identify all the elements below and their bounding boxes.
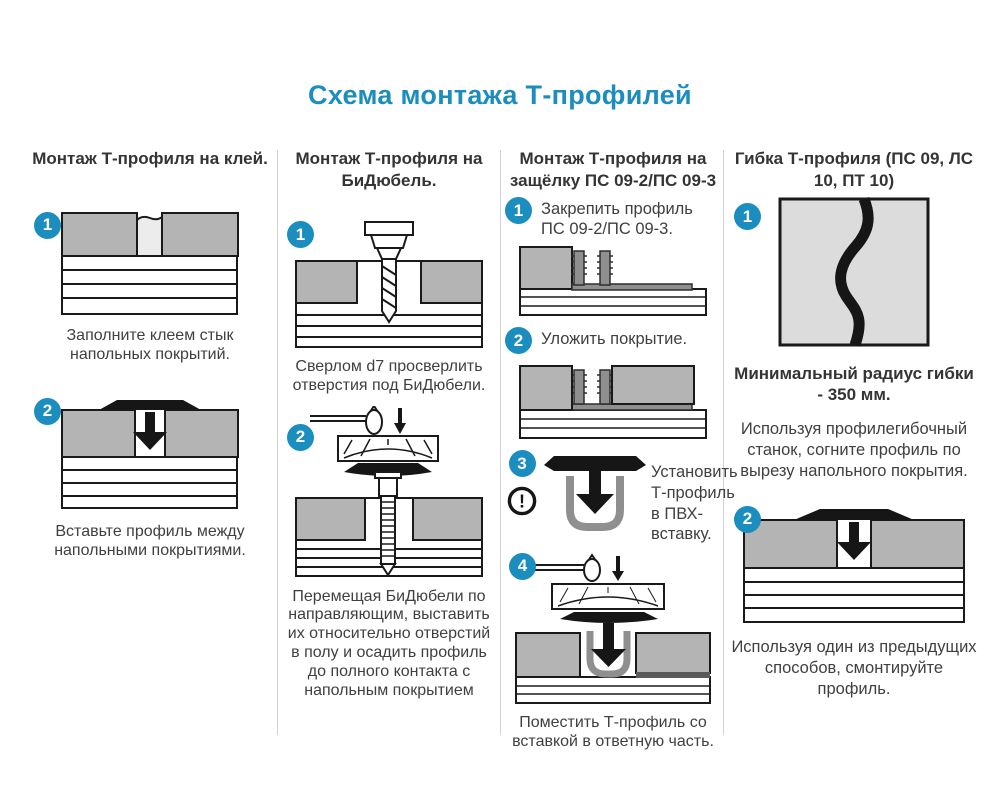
bidowel-step-1	[283, 221, 495, 395]
column-bend	[730, 148, 978, 700]
column-bend-header: Гибка Т-профиля (ПС 09, ЛС 10, ПТ 10)	[734, 149, 974, 190]
glue-fill	[137, 216, 162, 255]
glue-step-1	[30, 212, 270, 364]
column-divider	[500, 150, 501, 735]
step-caption: Уложить покрытие.	[541, 330, 688, 349]
tapping-block	[338, 436, 438, 461]
step-caption: Перемещая БиДюбели по направляющим, выставить их относительно отверстий в полу и осадить профиль до полного контакта с напольным покрытием	[287, 587, 491, 699]
min-radius-note: Минимальный радиус гибки - 350 мм.	[734, 364, 974, 405]
svg-text:!: !	[519, 491, 525, 512]
hammer-icon	[310, 406, 382, 434]
latch-covered-diagram	[513, 360, 713, 440]
step-caption: Установить Т-профиль в ПВХ-вставку.	[651, 463, 738, 544]
glue-step-2	[30, 398, 270, 560]
step-caption: Используя профилегибочный станок, согните профиль по вырезу напольного покрытия.	[740, 419, 968, 480]
step-caption: Сверлом d7 просверлить отверстия под БиДюбели.	[292, 358, 486, 395]
latch-step-3	[505, 450, 738, 545]
step-badge: 2	[505, 327, 532, 354]
step-badge: 4	[509, 553, 536, 580]
column-glue	[30, 148, 270, 560]
bend-step-1	[730, 197, 978, 482]
bidowel-hammer-diagram	[294, 406, 484, 578]
profile-pad	[560, 612, 658, 623]
step-badge: 3	[509, 450, 536, 477]
t-profile-cap	[99, 400, 201, 410]
latch-step-4	[505, 553, 721, 751]
warning-icon	[507, 486, 537, 516]
t-profile	[544, 456, 646, 514]
arrow-down-icon	[837, 522, 871, 560]
t-profile-cap	[794, 509, 914, 520]
profile-insert-wide-diagram	[742, 506, 966, 624]
latch-profile-diagram	[513, 245, 713, 317]
step-badge: 2	[734, 506, 761, 533]
pvc-insert-diagram	[543, 450, 647, 540]
tapping-block	[552, 584, 664, 609]
bidowel-step-2	[283, 406, 495, 701]
step-badge: 1	[734, 203, 761, 230]
bend-step-2	[730, 506, 978, 700]
column-glue-header: Монтаж Т-профиля на клей.	[32, 149, 268, 168]
step-badge: 1	[505, 197, 532, 224]
glue-joint-diagram	[61, 212, 239, 316]
step-badge: 2	[287, 424, 314, 451]
arrow-down-icon	[394, 408, 406, 434]
column-latch-header: Монтаж Т-профиля на защёлку ПС 09-2/ПС 09-3	[509, 149, 717, 190]
latch-step-2	[505, 327, 721, 440]
drill-diagram	[294, 221, 484, 349]
column-bidowel-header: Монтаж Т-профиля на БиДюбель.	[295, 149, 483, 190]
latch-profile	[571, 251, 692, 290]
latch-step-1	[505, 197, 721, 317]
column-divider	[723, 150, 724, 735]
page-title: Схема монтажа Т-профилей	[308, 80, 692, 110]
profile-insert-diagram	[61, 398, 239, 510]
column-divider	[277, 150, 278, 735]
hammer-icon	[530, 555, 600, 581]
arrow-down-icon	[612, 556, 624, 581]
step-caption: Закрепить профиль ПС 09-2/ПС 09-3.	[541, 200, 693, 239]
step-badge: 1	[287, 221, 314, 248]
step-caption: Используя один из предыдущих способов, смонтируйте профиль.	[731, 637, 977, 699]
arrow-down-icon	[133, 412, 167, 450]
step-caption: Поместить Т-профиль со вставкой в ответную часть.	[512, 713, 714, 751]
hammer-insert-diagram	[514, 553, 712, 705]
bend-curve-diagram	[778, 197, 930, 347]
column-latch	[505, 148, 738, 751]
step-badge: 1	[34, 212, 61, 239]
t-profile-stem	[591, 623, 626, 667]
step-badge: 2	[34, 398, 61, 425]
step-caption: Вставьте профиль между напольными покрытиями.	[54, 522, 246, 560]
step-caption: Заполните клеем стык напольных покрытий.	[66, 326, 234, 363]
column-bidowel	[283, 148, 495, 701]
